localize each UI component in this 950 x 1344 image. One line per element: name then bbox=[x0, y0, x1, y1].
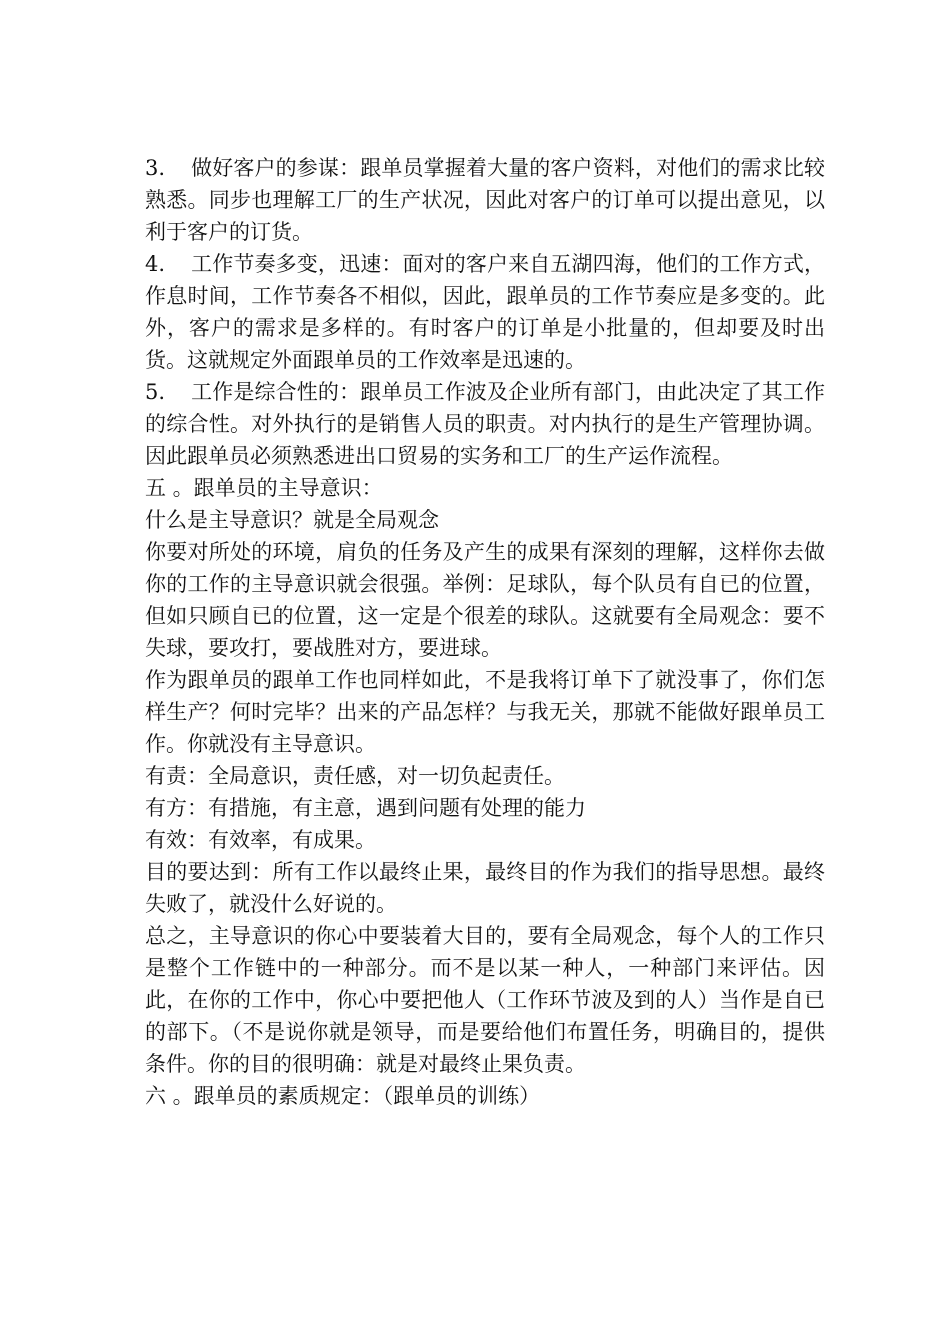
body-paragraph: 总之，主导意识的你心中要装着大目的，要有全局观念，每个人的工作只是整个工作链中的一种部分。而不是以某一种人，一种部门来评估。因此，在你的工作中，你心中要把他人（工作环节波及到的人）当作是自已的部下。（不是说你就是领导，而是要给他们布置任务，明确目的，提供条件。你的目的很明确：就是对最终止果负责。 bbox=[145, 924, 825, 1076]
section-heading-5: 五 。跟单员的主导意识： bbox=[145, 476, 383, 500]
paragraph-text: 做好客户的参谋：跟单员掌握着大量的客户资料，对他们的需求比较熟悉。同步也理解工厂的生产状况，因此对客户的订单可以提出意见，以利于客户的订货。 bbox=[145, 156, 825, 244]
body-paragraph: 作为跟单员的跟单工作也同样如此，不是我将订单下了就没事了，你们怎样生产？何时完毕？出来的产品怎样？与我无关，那就不能做好跟单员工作。你就没有主导意识。 bbox=[145, 668, 825, 756]
body-paragraph: 你要对所处的环境，肩负的任务及产生的成果有深刻的理解，这样你去做你的工作的主导意识就会很强。举例：足球队，每个队员有自已的位置，但如只顾自已的位置，这一定是个很差的球队。这就要有全局观念：要不失球，要攻打，要战胜对方，要进球。 bbox=[145, 540, 825, 660]
document-body bbox=[145, 152, 825, 1112]
point-method: 有方：有措施，有主意，遇到问题有处理的能力 bbox=[145, 796, 586, 820]
paragraph-text: 工作节奏多变，迅速：面对的客户来自五湖四海，他们的工作方式，作息时间，工作节奏各不相似，因此，跟单员的工作节奏应是多变的。此外，客户的需求是多样的。有时客户的订单是小批量的，但却要及时出货。这就规定外面跟单员的工作效率是迅速的。 bbox=[145, 252, 825, 372]
point-responsibility: 有责：全局意识，责任感，对一切负起责任。 bbox=[145, 764, 565, 788]
body-paragraph: 目的要达到：所有工作以最终止果，最终目的作为我们的指导思想。最终失败了，就没什么好说的。 bbox=[145, 860, 825, 916]
section-heading-6: 六 。跟单员的素质规定：（跟单员的训练） bbox=[145, 1084, 541, 1108]
paragraph-number: 4. bbox=[145, 252, 166, 276]
paragraph-text: 工作是综合性的：跟单员工作波及企业所有部门，由此决定了其工作的综合性。对外执行的是销售人员的职责。对内执行的是生产管理协调。因此跟单员必须熟悉进出口贸易的实务和工厂的生产运作流程。 bbox=[145, 380, 825, 468]
numbered-paragraph-3 bbox=[145, 152, 825, 248]
definition-line: 什么是主导意识？就是全局观念 bbox=[145, 508, 439, 532]
numbered-paragraph-5 bbox=[145, 376, 825, 472]
paragraph-number: 3. bbox=[145, 156, 166, 180]
numbered-paragraph-4 bbox=[145, 248, 825, 376]
paragraph-number: 5. bbox=[145, 380, 166, 404]
point-effect: 有效：有效率，有成果。 bbox=[145, 828, 376, 852]
